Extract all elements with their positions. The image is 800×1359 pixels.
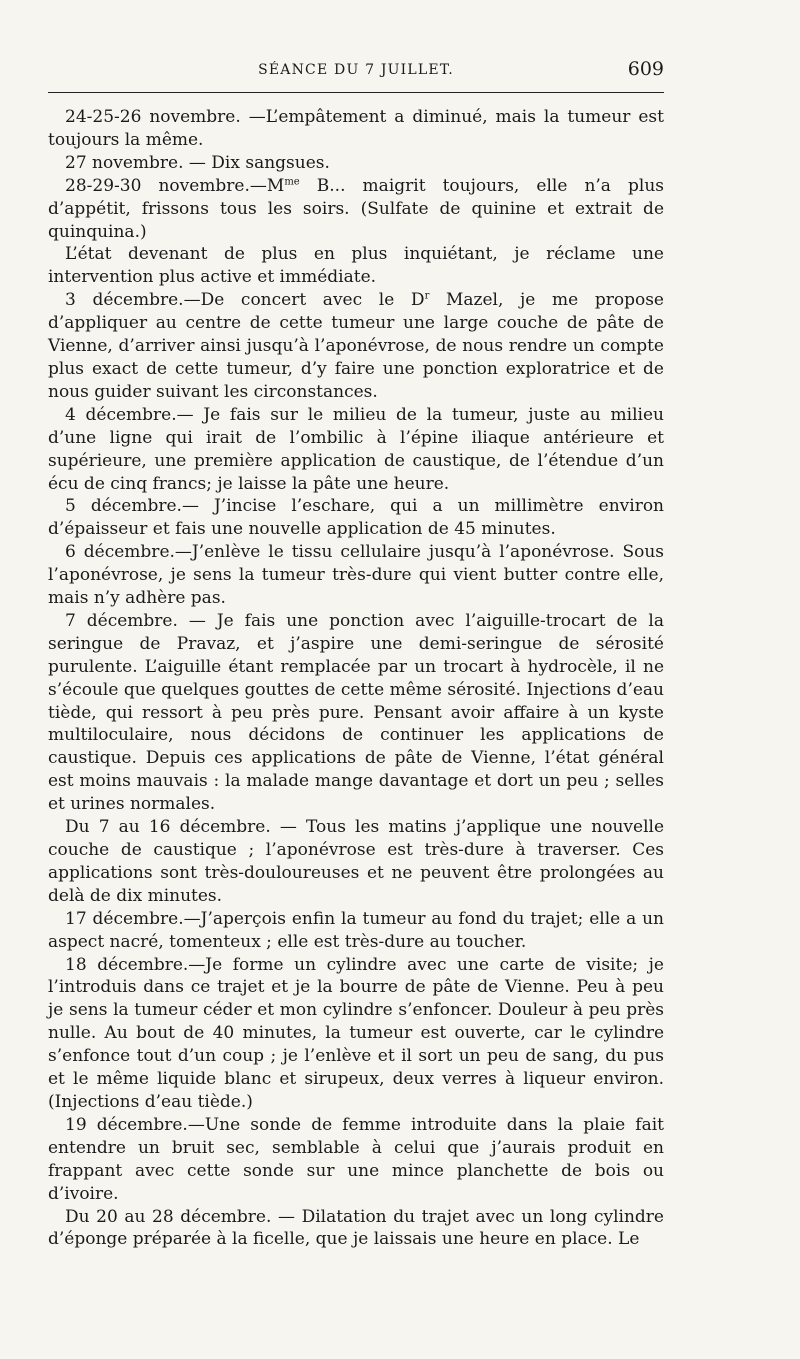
paragraph-text: 3 décembre.—De concert avec le D (65, 290, 425, 311)
superscript-abbrev: me (284, 176, 300, 188)
paragraph-text: 4 décembre.— Je fais sur le milieu de la tumeur, juste au milieu d’une ligne qui irait de l’ombilic à l’épine iliaque antérieure et supérieure, une première application de caustique, de l’étendue d’un écu de cinq francs; je laisse la pâte une heure. (48, 404, 664, 494)
paragraph-etat-inquietant (48, 243, 664, 289)
paragraph-text: L’état devenant de plus en plus inquiétant, je réclame une intervention plus active et immédiate. (48, 244, 664, 288)
page-number: 609 (627, 58, 664, 80)
paragraph-19-decembre (48, 1114, 664, 1206)
paragraph-4-decembre (48, 404, 664, 496)
paragraph-text: 24-25-26 novembre. —L’empâtement a diminué, mais la tumeur est toujours la même. (48, 107, 664, 150)
paragraph-6-decembre (48, 541, 664, 610)
header-rule (48, 92, 664, 93)
paragraph-3-decembre (48, 289, 664, 404)
paragraph-text: Du 7 au 16 décembre. — Tous les matins j’applique une nouvelle couche de caustique ; l’aponévrose est très-dure à traverser. Ces applications sont très-douloureuses et ne peuvent être prolongées au delà de dix minutes. (48, 817, 664, 906)
superscript-abbrev: r (424, 290, 430, 302)
running-title: SÉANCE DU 7 JUILLET. (258, 62, 454, 78)
paragraph-text: 17 décembre.—J’aperçois enfin la tumeur au fond du trajet; elle a un aspect nacré, tomenteux ; elle est très-dure au toucher. (48, 908, 664, 952)
paragraph-18-decembre (48, 954, 664, 1114)
paragraph-28-30-novembre (48, 175, 664, 244)
paragraph-27-novembre (48, 152, 664, 175)
page-header (48, 58, 664, 88)
paragraph-20-28-decembre (48, 1206, 664, 1252)
paragraph-text: 27 novembre. — Dix sangsues. (65, 152, 330, 173)
paragraph-text-continued: B... maigrit toujours, elle n’a plus d’appétit, frissons tous les soirs. (Sulfate de quinine et extrait de quinquina.) (48, 175, 665, 242)
paragraph-text: 5 décembre.— J’incise l’eschare, qui a un millimètre environ d’épaisseur et fais une nouvelle application de 45 minutes. (48, 496, 664, 540)
paragraph-text: 28-29-30 novembre.—M (65, 175, 285, 196)
paragraph-5-decembre (48, 495, 664, 541)
paragraph-7-16-decembre (48, 816, 664, 908)
paragraph-17-decembre (48, 908, 664, 954)
body-text (48, 106, 664, 1251)
paragraph-text: 18 décembre.—Je forme un cylindre avec une carte de visite; je l’introduis dans ce trajet et je la bourre de pâte de Vienne. Peu à peu je sens la tumeur céder et mon cylindre s’enfoncer. Douleur à peu près nulle. Au bout de 40 minutes, la tumeur est ouverte, car le cylindre s’enfonce tout d’un coup ; je l’enlève et il sort un peu de sang, du pus et le même liquide blanc et sirupeux, deux verres à liqueur environ. (Injections d’eau tiède.) (48, 954, 664, 1112)
paragraph-text: Du 20 au 28 décembre. — Dilatation du trajet avec un long cylindre d’éponge préparée à la ficelle, que je laissais une heure en place. Le (48, 1206, 664, 1250)
paragraph-24-26-novembre (48, 106, 664, 152)
paragraph-text: 6 décembre.—J’enlève le tissu cellulaire jusqu’à l’aponévrose. Sous l’aponévrose, je sens la tumeur très-dure qui vient butter contre elle, mais n’y adhère pas. (48, 542, 664, 609)
paragraph-text-continued: Mazel, je me propose d’appliquer au centre de cette tumeur une large couche de pâte de Vienne, d’arriver ainsi jusqu’à l’aponévrose, de nous rendre un compte plus exact de cette tumeur, d’y faire une ponction exploratrice et de nous guider suivant les circonstances. (48, 290, 664, 402)
paragraph-text: 7 décembre. — Je fais une ponction avec l’aiguille-trocart de la seringue de Pravaz, et j’aspire une demi-seringue de sérosité purulente. L’aiguille étant remplacée par un trocart à hydrocèle, il ne s’écoule que quelques gouttes de cette même sérosité. Injections d’eau tiède, qui ressort à peu près pure. Pensant avoir affaire à un kyste multiloculaire, nous décidons de continuer les applications de caustique. Depuis ces applications de pâte de Vienne, l’état général est moins mauvais : la malade mange davantage et dort un peu ; selles et urines normales. (48, 610, 664, 815)
paragraph-text: 19 décembre.—Une sonde de femme introduite dans la plaie fait entendre un bruit sec, semblable à celui que j’aurais produit en frappant avec cette sonde sur une mince planchette de bois ou d’ivoire. (48, 1114, 664, 1204)
paragraph-7-decembre (48, 610, 664, 816)
